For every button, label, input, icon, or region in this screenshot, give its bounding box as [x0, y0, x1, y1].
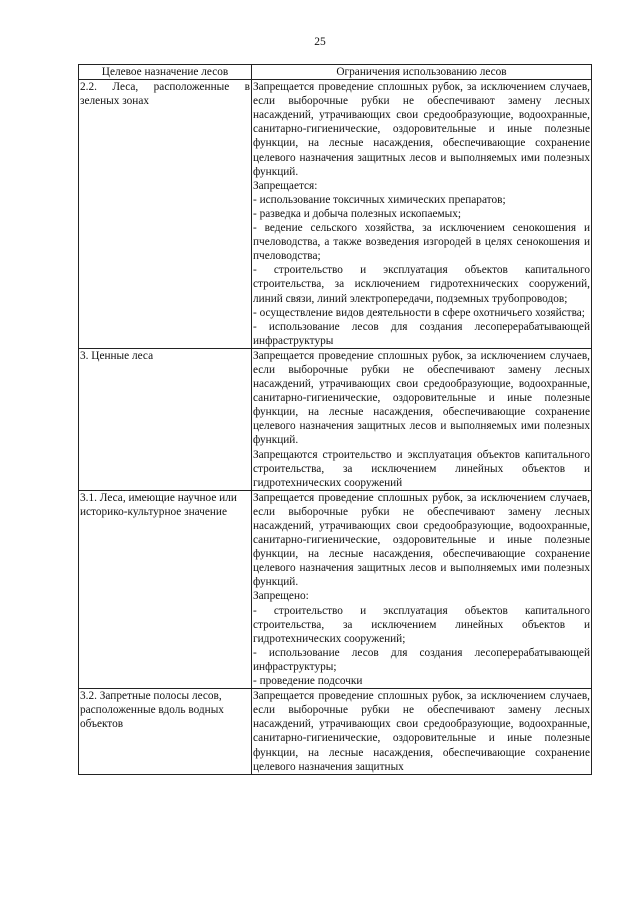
restriction-text: Запрещаются строительство и эксплуатация объектов капитального строительства, за исключением линейных объектов и гидротехнических сооружений: [253, 448, 590, 489]
header-forest-purpose: Целевое назначение лесов: [79, 65, 252, 80]
restriction-text: - использование лесов для создания лесоперерабатывающей инфраструктуры: [253, 320, 590, 347]
table-header-row: [79, 65, 592, 80]
restriction-text: Запрещается проведение сплошных рубок, за исключением случаев, если выборочные рубки не обеспечивают замену лесных насаждений, утрачивающих свои средообразующие, водоохранные, санитарно-гигиенические, оздоровительные и иные полезные функции, на лесные насаждения, обеспечивающие сохранение целевого назначения защитных лесов и выполняемых ими полезных функций.: [253, 81, 590, 178]
header-usage-restrictions: Ограничения использованию лесов: [252, 65, 592, 80]
row-purpose: 3.1. Леса, имеющие научное или историко-культурное значение: [79, 490, 252, 688]
table-row: [79, 348, 592, 490]
row-purpose: 2.2. Леса, расположенные в зеленых зонах: [79, 80, 252, 349]
row-restrictions: [252, 80, 592, 349]
row-purpose: 3. Ценные леса: [79, 348, 252, 490]
restriction-text: - строительство и эксплуатация объектов капитального строительства, за исключением гидротехнических сооружений, линий связи, линий электропередачи, подземных трубопроводов;: [253, 264, 590, 305]
row-restrictions: [252, 689, 592, 775]
restriction-text: Запрещается проведение сплошных рубок, за исключением случаев, если выборочные рубки не обеспечивают замену лесных насаждений, утрачивающих свои средообразующие, водоохранные, санитарно-гигиенические, оздоровительные и иные полезные функции, на лесные насаждения, обеспечивающие сохранение целевого назначения защитных: [253, 690, 590, 773]
restriction-text: Запрещается проведение сплошных рубок, за исключением случаев, если выборочные рубки не обеспечивают замену лесных насаждений, утрачивающих свои средообразующие, водоохранные, санитарно-гигиенические, оздоровительные и иные полезные функции, на лесные насаждения, обеспечивающие сохранение целевого назначения защитных лесов и выполняемых ими полезных функций.: [253, 349, 590, 447]
page-number: 25: [314, 36, 326, 48]
table-row: [79, 80, 592, 349]
forest-restrictions-table: [78, 64, 592, 775]
table-row: [79, 490, 592, 688]
row-restrictions: [252, 348, 592, 490]
table-row: [79, 689, 592, 775]
restriction-text: - проведение подсочки: [253, 675, 363, 688]
restriction-text: Запрещено:: [253, 590, 309, 603]
restriction-text: - строительство и эксплуатация объектов капитального строительства, за исключением линейных объектов и гидротехнических сооружений;: [253, 604, 590, 645]
row-restrictions: [252, 490, 592, 688]
restriction-text: - разведка и добыча полезных ископаемых;: [253, 207, 461, 220]
restriction-text: Запрещается проведение сплошных рубок, за исключением случаев, если выборочные рубки не обеспечивают замену лесных насаждений, утрачивающих свои средообразующие, водоохранные, санитарно-гигиенические, оздоровительные и иные полезные функции, на лесные насаждения, обеспечивающие сохранение целевого назначения защитных лесов и выполняемых ими полезных функций.: [253, 491, 590, 589]
restriction-text: - ведение сельского хозяйства, за исключением сенокошения и пчеловодства, а также возведения изгородей в целях сенокошения и пчеловодства;: [253, 222, 590, 263]
restriction-text: Запрещается:: [253, 179, 318, 192]
restriction-text: - использование токсичных химических препаратов;: [253, 193, 506, 206]
row-purpose: 3.2. Запретные полосы лесов, расположенные вдоль водных объектов: [79, 689, 252, 775]
restriction-text: - использование лесов для создания лесоперерабатывающей инфраструктуры;: [253, 646, 590, 673]
restriction-text: - осуществление видов деятельности в сфере охотничьего хозяйства;: [253, 306, 585, 319]
